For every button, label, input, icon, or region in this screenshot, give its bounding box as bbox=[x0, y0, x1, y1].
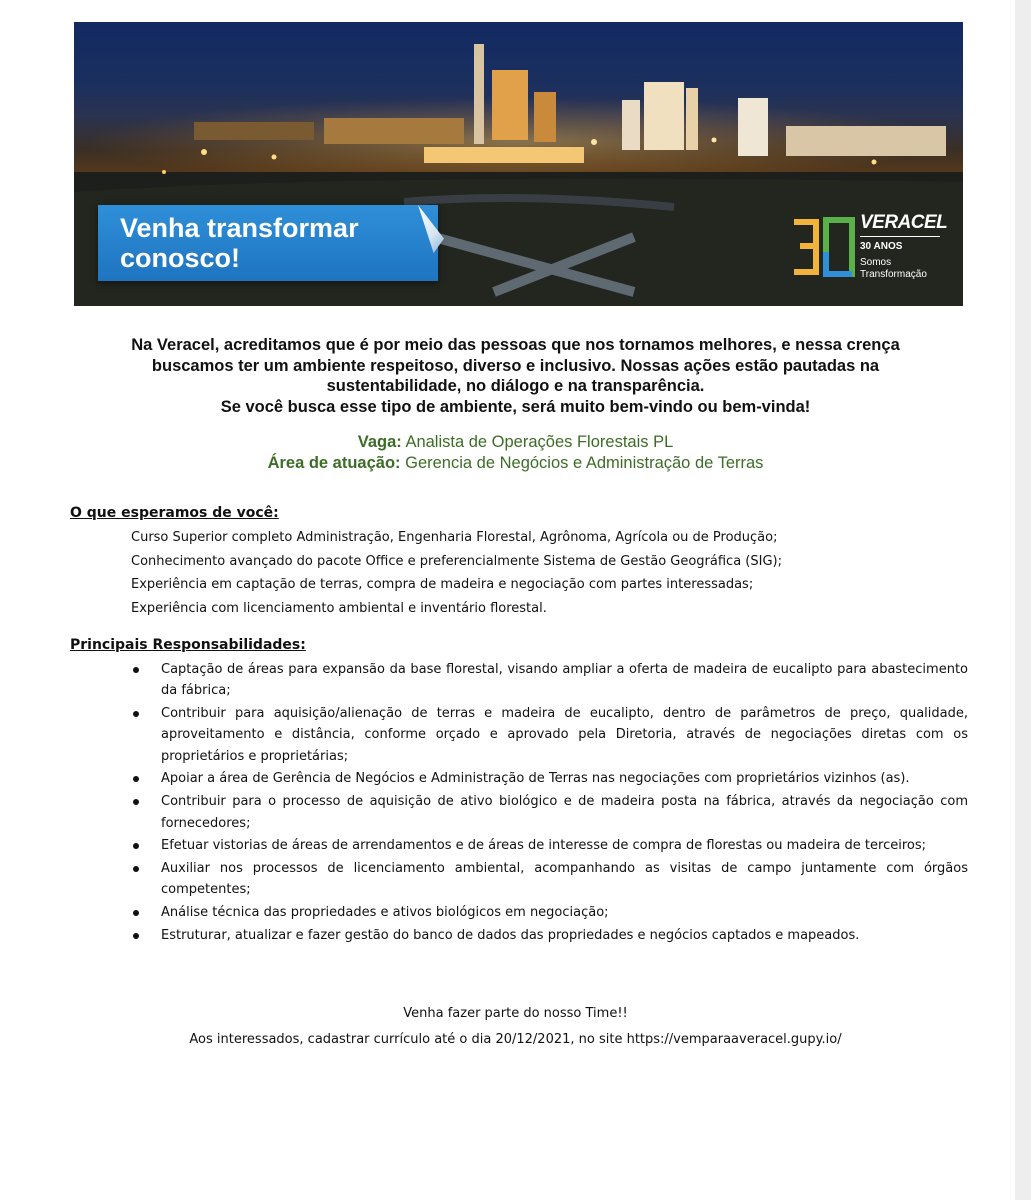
requirements-heading: O que esperamos de você: bbox=[70, 505, 279, 521]
thirty-logo-icon bbox=[790, 212, 856, 282]
footer-apply-info: Aos interessados, cadastrar currículo até o dia 20/12/2021, no site https://vemparaaveracel.gupy.io/ bbox=[189, 1032, 842, 1047]
header-banner bbox=[74, 22, 963, 306]
logo-sub2: Transformação bbox=[860, 269, 927, 280]
intro-line: Se você busca esse tipo de ambiente, será muito bem-vindo ou bem-vinda! bbox=[220, 397, 811, 416]
list-item: Experiência com licenciamento ambiental e inventário florestal. bbox=[131, 600, 547, 616]
intro-line: sustentabilidade, no diálogo e na transparência. bbox=[326, 377, 705, 395]
tagline-line1: Venha transformar bbox=[120, 213, 359, 243]
requirements-list bbox=[131, 526, 961, 620]
list-item: Estruturar, atualizar e fazer gestão do banco de dados das propriedades e negócios captados e mapeados. bbox=[130, 925, 968, 946]
list-item: Contribuir para aquisição/alienação de terras e madeira de eucalipto, dentro de parâmetros de preço, qualidade, aproveitamento e distância, conforme orçado e aprovado pela Diretoria, através de negociações diretas com os proprietários e proprietárias; bbox=[130, 703, 968, 767]
list-item: Auxiliar nos processos de licenciamento ambiental, acompanhando as visitas de campo juntamente com órgãos competentes; bbox=[130, 858, 968, 901]
logo-divider bbox=[860, 236, 940, 237]
veracel-logo bbox=[790, 212, 955, 282]
responsibilities-heading: Principais Responsabilidades: bbox=[70, 637, 306, 653]
list-item: Análise técnica das propriedades e ativos biológicos em negociação; bbox=[130, 902, 968, 923]
tagline-line2: conosco! bbox=[120, 243, 241, 273]
responsibilities-list bbox=[130, 659, 968, 948]
area-row bbox=[60, 453, 971, 474]
list-item: Efetuar vistorias de áreas de arrendamentos e de áreas de interesse de compra de florestas ou madeira de terceiros; bbox=[130, 835, 968, 856]
banner-tagline bbox=[98, 205, 438, 281]
list-item: Curso Superior completo Administração, Engenharia Florestal, Agrônoma, Agrícola ou de Produção; bbox=[131, 530, 778, 545]
logo-brand: VERACEL bbox=[860, 212, 948, 233]
logo-sub1: Somos bbox=[860, 257, 892, 268]
footer-cta: Venha fazer parte do nosso Time!! bbox=[403, 1006, 628, 1021]
list-item: Apoiar a área de Gerência de Negócios e Administração de Terras nas negociações com proprietários vizinhos (as). bbox=[130, 768, 968, 789]
intro-line: buscamos ter um ambiente respeitoso, diverso e inclusivo. Nossas ações estão pautadas na bbox=[151, 356, 880, 375]
intro-line: Na Veracel, acreditamos que é por meio das pessoas que nos tornamos melhores, e nessa crença bbox=[131, 336, 900, 354]
page-edge bbox=[1015, 0, 1031, 1200]
area-label: Área de atuação: bbox=[267, 454, 401, 472]
list-item: Captação de áreas para expansão da base florestal, visando ampliar a oferta de madeira de eucalipto para abastecimento da fábrica; bbox=[130, 659, 968, 702]
list-item: Contribuir para o processo de aquisição de ativo biológico e de madeira posta na fábrica, através da negociação com fornecedores; bbox=[130, 791, 968, 834]
job-info bbox=[60, 432, 971, 474]
list-item: Experiência em captação de terras, compra de madeira e negociação com partes interessadas; bbox=[131, 577, 754, 592]
vaga-value: Analista de Operações Florestais PL bbox=[405, 433, 674, 451]
list-item: Conhecimento avançado do pacote Office e preferencialmente Sistema de Gestão Geográfica (SIG); bbox=[131, 553, 782, 569]
vaga-label: Vaga: bbox=[357, 433, 402, 451]
logo-anos: 30 ANOS bbox=[860, 241, 903, 252]
vaga-row bbox=[60, 432, 971, 453]
intro-paragraph bbox=[60, 335, 971, 417]
area-value: Gerencia de Negócios e Administração de Terras bbox=[405, 454, 764, 472]
